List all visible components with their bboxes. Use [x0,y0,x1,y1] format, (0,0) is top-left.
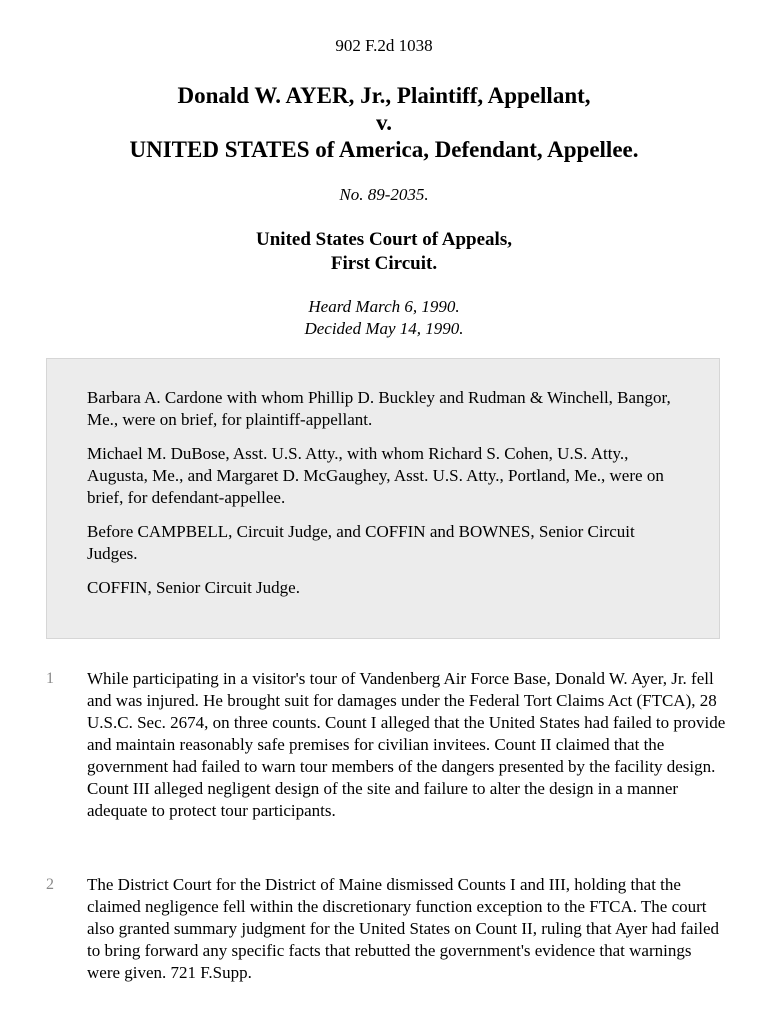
paragraph-number: 1 [46,670,54,687]
appellee-counsel: Michael M. DuBose, Asst. U.S. Atty., with whom Richard S. Cohen, U.S. Atty., Augusta, Me., and Margaret D. McGaughey, Asst. U.S. Atty., Portland, Me., were on brief, for defendant-appellee. [87,444,664,507]
heard-date: Heard March 6, 1990. [308,297,460,316]
counsel-box [46,358,720,639]
case-caption [0,82,768,163]
court-name [0,228,768,276]
defendant-line: UNITED STATES of America, Defendant, Appellee. [129,137,639,162]
opinion-author: COFFIN, Senior Circuit Judge. [87,578,300,597]
opinion-paragraph [46,874,726,984]
decided-date: Decided May 14, 1990. [304,319,464,338]
versus-line: v. [376,110,392,135]
docket-number: No. 89-2035. [339,185,429,204]
paragraph-text: The District Court for the District of Maine dismissed Counts I and III, holding that the claimed negligence fell within the discretionary function exception to the FTCA. The court also granted summary judgment for the United States on Count II, ruling that Ayer had failed to bring forward any specific facts that rebutted the government's evidence that warnings were given. 721 F.Supp. [87,875,720,982]
case-dates [0,296,768,340]
plaintiff-line: Donald W. AYER, Jr., Plaintiff, Appellant, [177,83,591,108]
appellant-counsel: Barbara A. Cardone with whom Phillip D. Buckley and Rudman & Winchell, Bangor, Me., were on brief, for plaintiff-appellant. [87,388,671,429]
court-line-2: First Circuit. [330,253,438,274]
paragraph-number: 2 [46,876,54,893]
court-line-1: United States Court of Appeals, [256,229,512,250]
case-citation: 902 F.2d 1038 [335,36,433,55]
paragraph-text: While participating in a visitor's tour of Vandenberg Air Force Base, Donald W. Ayer, Jr. fell and was injured. He brought suit for damages under the Federal Tort Claims Act (FTCA), 28 U.S.C. Sec. 2674, on three counts. Count I alleged that the United States had failed to provide and maintain reasonably safe premises for civilian invitees. Count II claimed that the government had failed to warn tour members of the dangers presented by the facility design. Count III alleged negligent design of the site and failure to alter the design in a manner adequate to protect tour participants. [87,669,726,820]
judicial-panel: Before CAMPBELL, Circuit Judge, and COFFIN and BOWNES, Senior Circuit Judges. [87,522,635,563]
opinion-paragraph [46,668,726,822]
